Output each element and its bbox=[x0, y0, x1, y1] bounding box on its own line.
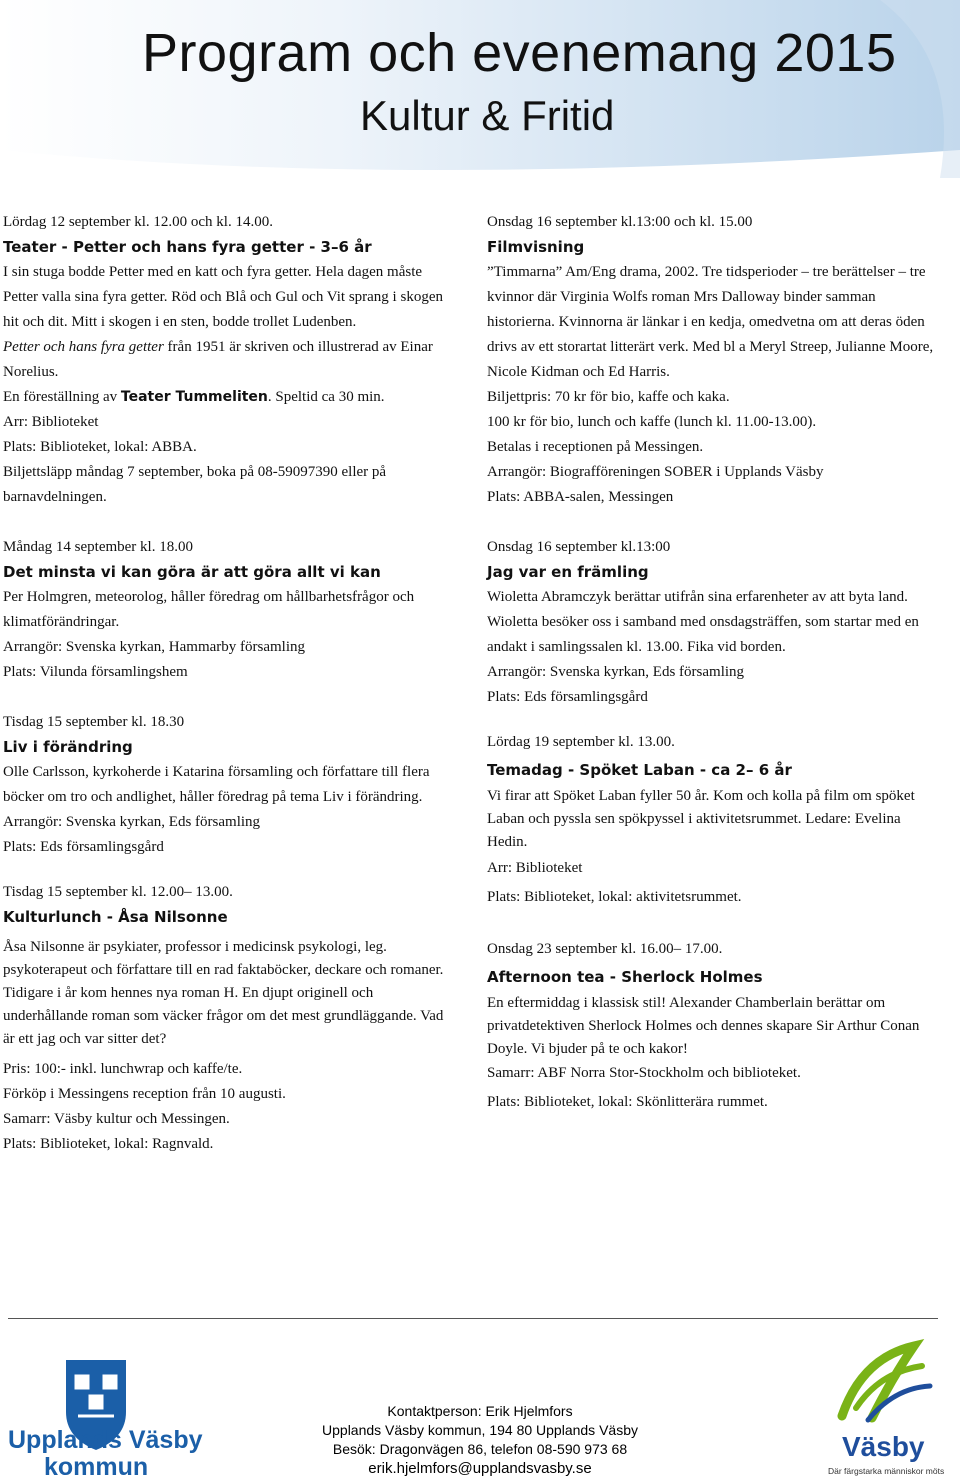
event-title: Filmvisning bbox=[487, 238, 585, 256]
contact-info bbox=[290, 1402, 670, 1478]
event-presale: Förköp i Messingens reception från 10 augusti. bbox=[3, 1086, 286, 1102]
event-date: Onsdag 23 september kl. 16.00– 17.00. bbox=[487, 941, 723, 957]
event-date: Tisdag 15 september kl. 12.00– 13.00. bbox=[3, 884, 233, 900]
event-text: Åsa Nilsonne är psykiater, professor i medicinsk psykologi, leg. psykoterapeut och författare till en rad faktaböcker, deckare och romaner. Tidigare i år kom hennes nya roman H. En djupt originell och underhållande roman som väcker frågor om det mest grundläggande. Vad är ett jag och var sitter det? bbox=[3, 939, 444, 1047]
event-samarr: Samarr: ABF Norra Stor-Stockholm och biblioteket. bbox=[487, 1065, 801, 1081]
event-plats: Plats: ABBA-salen, Messingen bbox=[487, 489, 674, 505]
event-arr: Arr: Biblioteket bbox=[487, 860, 583, 876]
upplands-vasby-kommun-logo bbox=[8, 1356, 203, 1481]
contact-email[interactable]: erik.hjelmfors@upplandsvasby.se bbox=[368, 1460, 592, 1477]
event-date: Lördag 19 september kl. 13.00. bbox=[487, 734, 675, 750]
event-afternoon-tea bbox=[487, 937, 942, 1119]
event-temadag bbox=[487, 730, 942, 912]
spacer bbox=[487, 510, 942, 535]
event-date: Tisdag 15 september kl. 18.30 bbox=[3, 714, 185, 730]
event-text: Wioletta Abramczyk berättar utifrån sina erfarenheter av att byta land. Wioletta besöker oss i samband med onsdagsträffen, som startar med en andakt i samlingssalen kl. 13.00. Fika vid borden. bbox=[487, 589, 919, 655]
event-text: Petter och hans fyra getter från 1951 är skriven och illustrerad av Einar Norelius. bbox=[3, 339, 433, 380]
right-column bbox=[487, 210, 942, 1119]
event-title: Kulturlunch - Åsa Nilsonne bbox=[3, 908, 228, 926]
event-payment: Betalas i receptionen på Messingen. bbox=[487, 439, 704, 455]
spacer bbox=[3, 510, 458, 535]
event-arr: Arrangör: Biografföreningen SOBER i Upplands Väsby bbox=[487, 464, 824, 480]
spacer bbox=[487, 710, 942, 730]
event-date: Onsdag 16 september kl.13:00 bbox=[487, 539, 671, 555]
event-title: Afternoon tea - Sherlock Holmes bbox=[487, 968, 763, 986]
event-text: Vi firar att Spöket Laban fyller 50 år. Kom och kolla på film om spöket Laban och pyssla sen spökpyssel i aktivitetsrummet. Ledare: Evelina Hedin. bbox=[487, 788, 915, 850]
event-plats: Plats: Biblioteket, lokal: aktivitetsrummet. bbox=[487, 889, 742, 905]
event-arr: Arrangör: Svenska kyrkan, Hammarby församling bbox=[3, 639, 306, 655]
event-date: Onsdag 16 september kl.13:00 och kl. 15.00 bbox=[487, 214, 753, 230]
event-date: Måndag 14 september kl. 18.00 bbox=[3, 539, 193, 555]
theatre-name: Teater Tummeliten bbox=[120, 389, 268, 405]
event-text: Olle Carlsson, kyrkoherde i Katarina församling och författare till flera böcker om tro och andlighet, håller föredrag på tema Liv i förändring. bbox=[3, 764, 430, 805]
event-arr: Arrangör: Svenska kyrkan, Eds församling bbox=[3, 814, 261, 830]
event-plats: Plats: Biblioteket, lokal: Ragnvald. bbox=[3, 1136, 214, 1152]
event-plats: Plats: Eds församlingsgård bbox=[487, 689, 648, 705]
event-title: Liv i förändring bbox=[3, 738, 133, 756]
event-liv bbox=[3, 710, 458, 860]
event-price: 100 kr för bio, lunch och kaffe (lunch kl. 11.00-13.00). bbox=[487, 414, 817, 430]
contact-address: Upplands Väsby kommun, 194 80 Upplands Väsby bbox=[322, 1422, 638, 1438]
event-text: En föreställning av Teater Tummeliten. Speltid ca 30 min. bbox=[3, 389, 385, 405]
event-date: Lördag 12 september kl. 12.00 och kl. 14.00. bbox=[3, 214, 273, 230]
event-plats: Plats: Vilunda församlingshem bbox=[3, 664, 188, 680]
event-framling bbox=[487, 535, 942, 710]
event-price: Biljettpris: 70 kr för bio, kaffe och kaka. bbox=[487, 389, 730, 405]
event-title: Det minsta vi kan göra är att göra allt vi kan bbox=[3, 563, 381, 581]
event-kulturlunch bbox=[3, 880, 458, 1157]
event-teater bbox=[3, 210, 458, 510]
vasby-tagline: Där färgstarka människor möts bbox=[828, 1466, 945, 1476]
event-filmvisning bbox=[487, 210, 942, 510]
vasby-logo bbox=[822, 1338, 945, 1478]
event-arr: Arr: Biblioteket bbox=[3, 414, 99, 430]
event-plats: Plats: Biblioteket, lokal: ABBA. bbox=[3, 439, 197, 455]
event-arr: Samarr: Väsby kultur och Messingen. bbox=[3, 1111, 230, 1127]
event-text: Per Holmgren, meteorolog, håller föredrag om hållbarhetsfrågor och klimatförändringar. bbox=[3, 589, 415, 630]
book-title: Petter och hans fyra getter bbox=[3, 339, 164, 355]
vasby-name: Väsby bbox=[842, 1431, 925, 1462]
event-arr: Arrangör: Svenska kyrkan, Eds församling bbox=[487, 664, 745, 680]
header-banner bbox=[0, 0, 960, 178]
footer-divider bbox=[8, 1318, 938, 1319]
event-plats: Plats: Biblioteket, lokal: Skönlitterära rummet. bbox=[487, 1094, 768, 1110]
event-text: ”Timmarna” Am/Eng drama, 2002. Tre tidsperioder – tre berättelser – tre kvinnor där Virginia Wolfs roman Mrs Dalloway binder samman historierna. Kvinnorna är länkar i en kedja, omedvetna om att deras öden drivs av ett storartat litterärt verk. Med bl a Meryl Streep, Julianne Moore, Nicole Kidman och Ed Harris. bbox=[487, 264, 934, 380]
logo-kommun: kommun bbox=[44, 1453, 149, 1481]
event-text: I sin stuga bodde Petter med en katt och fyra getter. Hela dagen måste Petter valla sina fyra getter. Röd och Blå och Gul och Vit sprang i skogen hit och dit. Mitt i skogen i en sten, bodde trollet Ludenben. bbox=[3, 264, 443, 330]
spacer bbox=[3, 860, 458, 880]
event-title: Teater - Petter och hans fyra getter - 3–6 år bbox=[3, 238, 372, 256]
event-plats: Plats: Eds församlingsgård bbox=[3, 839, 164, 855]
event-text: En eftermiddag i klassisk stil! Alexander Chamberlain berättar om privatdetektiven Sherlock Holmes och dennes skapare Sir Arthur Conan Doyle. Vi bjuder på te och kakor! bbox=[487, 995, 920, 1057]
logo-name: Upplands Väsby bbox=[8, 1426, 203, 1454]
event-text: Biljettsläpp måndag 7 september, boka på 08-59097390 eller på barnavdelningen. bbox=[3, 464, 387, 505]
event-title: Temadag - Spöket Laban - ca 2– 6 år bbox=[487, 761, 792, 779]
spacer bbox=[487, 912, 942, 937]
page-title: Program och evenemang 2015 bbox=[142, 23, 897, 83]
event-price: Pris: 100:- inkl. lunchwrap och kaffe/te. bbox=[3, 1061, 243, 1077]
event-klimat bbox=[3, 535, 458, 685]
left-column bbox=[3, 210, 458, 1157]
contact-visit: Besök: Dragonvägen 86, telefon 08-590 973 68 bbox=[332, 1441, 628, 1457]
event-title: Jag var en främling bbox=[487, 563, 649, 581]
contact-person: Kontaktperson: Erik Hjelmfors bbox=[387, 1403, 573, 1419]
page-subtitle: Kultur & Fritid bbox=[360, 92, 615, 139]
spacer bbox=[3, 685, 458, 710]
